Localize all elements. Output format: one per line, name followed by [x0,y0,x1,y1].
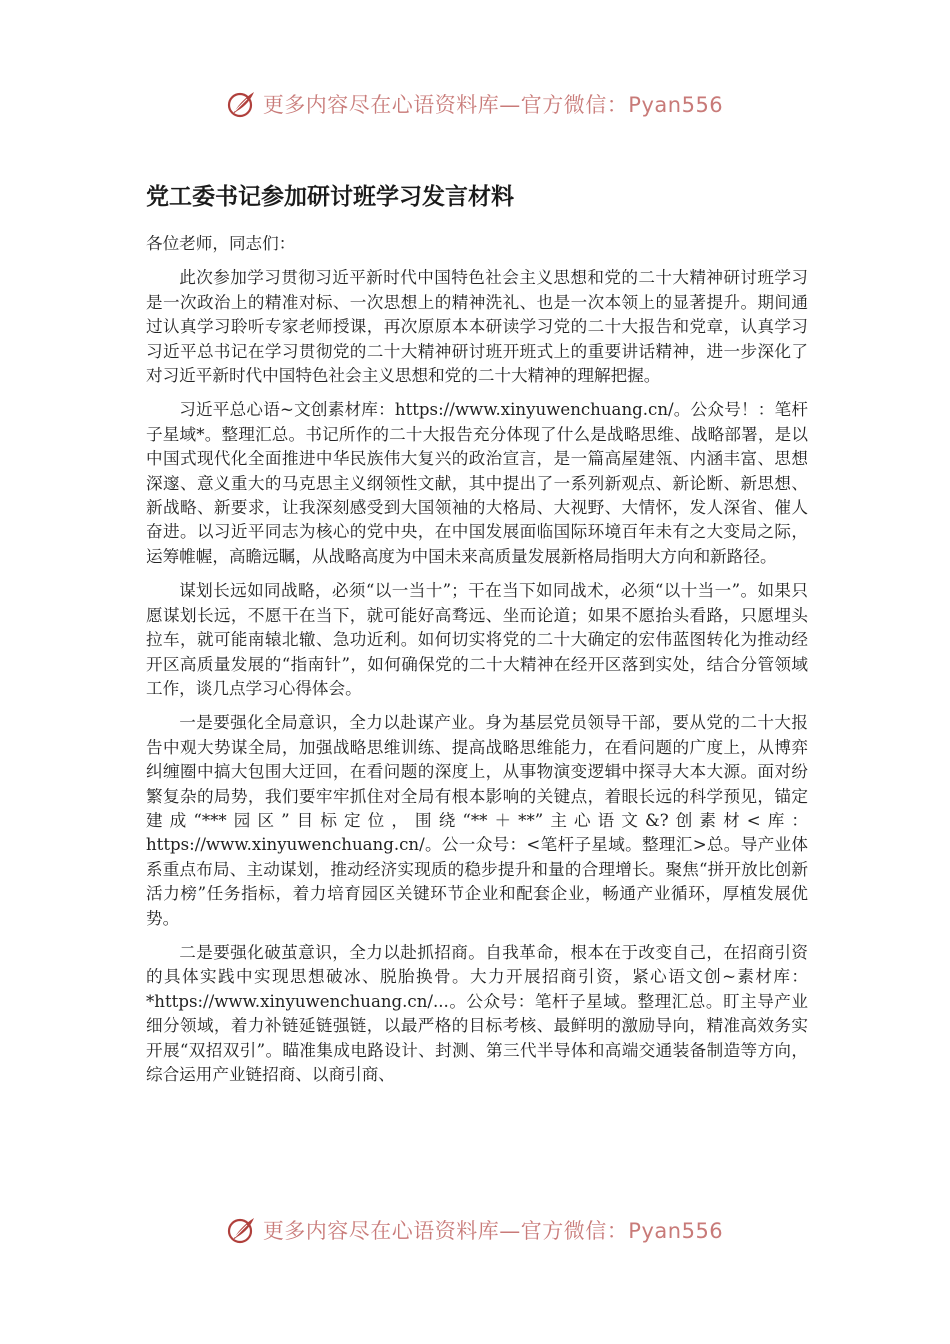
document-body [146,232,808,1097]
document-title: 党工委书记参加研讨班学习发言材料 [146,184,514,210]
footer-banner [0,1210,950,1250]
header-banner [0,84,950,124]
paragraph-2: 习近平总心语~文创素材库：https://www.xinyuwenchuang.cn/。公众号！：笔杆子星域*。整理汇总。书记所作的二十大报告充分体现了什么是战略思维、战略部署，是以中国式现代化全面推进中华民族伟大复兴的政治宣言，是一篇高屋建瓴、内涵丰富、思想深邃、意义重大的马克思主义纲领性文献，其中提出了一系列新观点、新论断、新思想、新战略、新要求，让我深刻感受到大国领袖的大格局、大视野、大情怀，发人深省、催人奋进。以习近平同志为核心的党中央，在中国发展面临国际环境百年未有之大变局之际，运筹帷幄，高瞻远瞩，从战略高度为中国未来高质量发展新格局指明大方向和新路径。 [146,400,808,566]
footer-banner-text: 更多内容尽在心语资料库—官方微信：Pyan556 [262,1219,724,1243]
paragraph-1: 此次参加学习贯彻习近平新时代中国特色社会主义思想和党的二十大精神研讨班学习是一次政治上的精准对标、一次思想上的精神洗礼、也是一次本领上的显著提升。期间通过认真学习聆听专家老师授课，再次原原本本研读学习党的二十大报告和党章，认真学习习近平总书记在学习贯彻党的二十大精神研讨班开班式上的重要讲话精神，进一步深化了对习近平新时代中国特色社会主义思想和党的二十大精神的理解把握。 [146,268,808,386]
paragraph-3: 谋划长远如同战略，必须“以一当十”；干在当下如同战术，必须“以十当一”。如果只愿谋划长远，不愿干在当下，就可能好高骛远、坐而论道；如果不愿抬头看路，只愿埋头拉车，就可能南辕北辙、急功近利。如何切实将党的二十大确定的宏伟蓝图转化为推动经开区高质量发展的“指南针”，如何确保党的二十大精神在经开区落到实处，结合分管领域工作，谈几点学习心得体会。 [146,581,808,698]
paragraph-4: 一是要强化全局意识，全力以赴谋产业。身为基层党员领导干部，要从党的二十大报告中观大势谋全局，加强战略思维训练、提高战略思维能力，在看问题的广度上，从博弈纠缠圈中搞大包围大迂回，在看问题的深度上，从事物演变逻辑中探寻大本大源。面对纷繁复杂的局势，我们要牢牢抓住对全局有根本影响的关键点，着眼长远的科学预见，锚定建成“***园区”目标定位，围绕“**＋**”主心语文&?创素材<库：https://www.xinyuwenchuang.cn/。公一众号：<笔杆子星域。整理汇>总。导产业体系重点布局、主动谋划，推动经济实现质的稳步提升和量的合理增长。聚焦“拼开放比创新活力榜”任务指标，着力培育园区关键环节企业和配套企业，畅通产业循环，厚植发展优势。 [146,713,808,928]
paragraph-5: 二是要强化破茧意识，全力以赴抓招商。自我革命，根本在于改变自己，在招商引资的具体实践中实现思想破冰、脱胎换骨。大力开展招商引资，紧心语文创~素材库：*https://www.xinyuwenchuang.cn/...。公众号：笔杆子星域。整理汇总。盯主导产业细分领域，着力补链延链强链，以最严格的目标考核、最鲜明的激励导向，精准高效务实开展“双招双引”。瞄准集成电路设计、封测、第三代半导体和高端交通装备制造等方向，综合运用产业链招商、以商引商、 [146,942,808,1084]
greeting: 各位老师，同志们： [146,234,296,253]
header-banner-text: 更多内容尽在心语资料库—官方微信：Pyan556 [262,93,724,117]
feather-logo-icon [227,89,257,119]
feather-logo-icon [227,1215,257,1245]
